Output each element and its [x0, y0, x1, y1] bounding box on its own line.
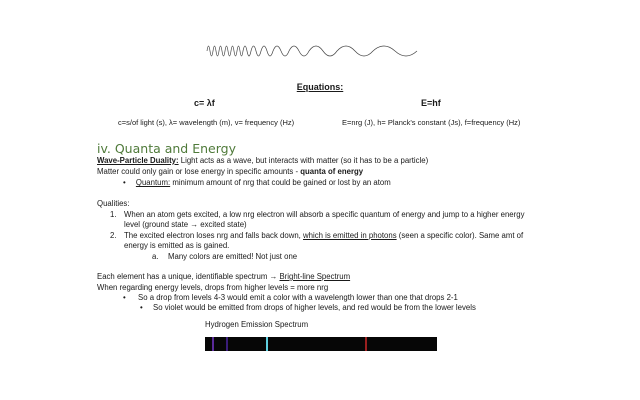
quantum-text: minimum amount of nrg that could be gained or lost by an atom	[170, 178, 391, 187]
wave-equation: c= λf	[194, 98, 215, 108]
energy-levels-line: When regarding energy levels, drops from higher levels = more nrg	[97, 283, 329, 292]
spectrum-emission-line	[365, 337, 367, 351]
wpd-term: Wave-Particle Duality:	[97, 156, 179, 165]
wave-illustration	[205, 40, 455, 62]
q2-post: (seen a specific color). Same amt of	[396, 231, 524, 240]
quantum-line	[123, 178, 391, 187]
energy-equation-legend: E=nrg (J), h= Planck's constant (Js), f=frequency (Hz)	[342, 118, 521, 127]
matter-line	[97, 167, 363, 176]
spectrum-emission-line	[212, 337, 214, 351]
quality-1-line1: When an atom gets excited, a low nrg electron will absorb a specific quantum of energy and jump to a higher energy	[124, 210, 525, 219]
bright-line-spectrum-term: Bright-line Spectrum	[279, 272, 351, 281]
drop-bullet: •	[123, 293, 126, 302]
quantum-bullet: •	[123, 178, 126, 187]
section-heading: iv. Quanta and Energy	[97, 141, 236, 156]
spectrum-emission-line	[266, 337, 268, 351]
element-spectrum-line	[97, 272, 350, 281]
violet-bullet: •	[140, 303, 143, 312]
quality-2-line1	[124, 231, 523, 240]
wave-particle-duality-line	[97, 156, 428, 165]
quality-1-line2: level (ground state → excited state)	[124, 220, 247, 229]
quantum-term: Quantum:	[135, 178, 171, 187]
drop-text: So a drop from levels 4-3 would emit a color with a wavelength lower than one that drops 2-1	[138, 293, 458, 302]
quality-2a-letter: a.	[152, 252, 159, 261]
matter-text: Matter could only gain or lose energy in specific amounts -	[97, 167, 301, 176]
q2-underlined: which is emitted in photons	[303, 231, 397, 240]
violet-text: So violet would be emitted from drops of higher levels, and red would be from the lower levels	[153, 303, 476, 312]
energy-equation: E=hf	[421, 98, 441, 108]
element-text: Each element has a unique, identifiable spectrum →	[97, 272, 280, 281]
quality-2-line2: energy is emitted as is gained.	[124, 241, 230, 250]
qualities-label: Qualities:	[97, 199, 130, 208]
hydrogen-emission-spectrum-image	[205, 337, 437, 351]
matter-bold: quanta of energy	[300, 167, 364, 176]
wpd-text: Light acts as a wave, but interacts with matter (so it has to be a particle)	[178, 156, 429, 165]
spectrum-caption: Hydrogen Emission Spectrum	[205, 320, 309, 329]
quality-1-number: 1.	[110, 210, 117, 219]
equations-heading: Equations:	[296, 82, 344, 92]
spectrum-emission-line	[226, 337, 228, 351]
quality-2a-text: Many colors are emitted! Not just one	[168, 252, 298, 261]
q2-pre: The excited electron loses nrg and falls back down,	[124, 231, 303, 240]
wave-path	[207, 46, 417, 56]
wave-equation-legend: c=s/of light (s), λ= wavelength (m), v= frequency (Hz)	[118, 118, 295, 127]
quality-2-number: 2.	[110, 231, 117, 240]
